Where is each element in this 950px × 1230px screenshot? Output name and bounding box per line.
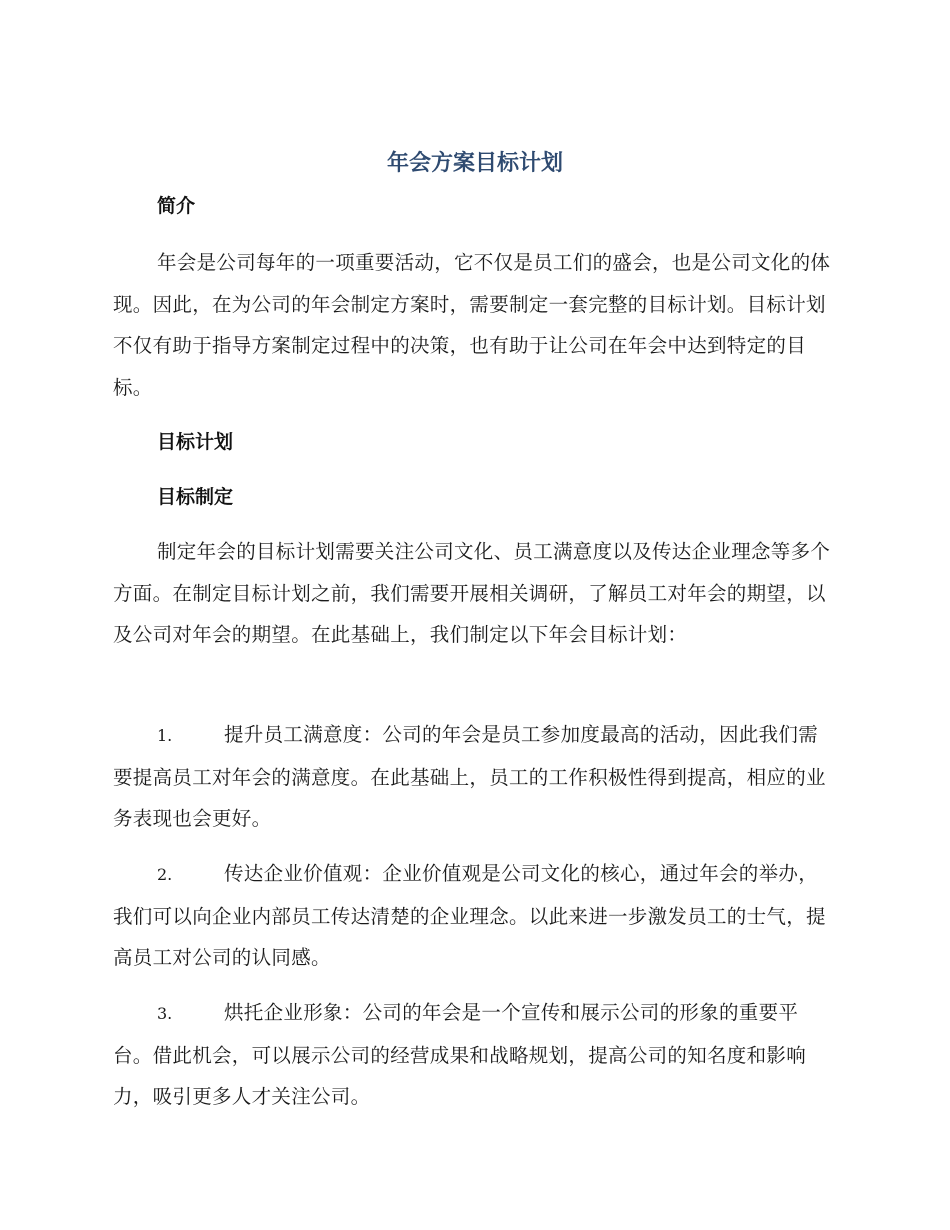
goal-item-2 — [113, 853, 831, 979]
goal-item-3 — [113, 992, 831, 1118]
setting-heading: 目标制定 — [157, 486, 234, 508]
intro-paragraph: 年会是公司每年的一项重要活动，它不仅是员工们的盛会，也是公司文化的体现。因此，在为公司的年会制定方案时，需要制定一套完整的目标计划。目标计划不仅有助于指导方案制定过程中的决策，也有助于让公司在年会中达到特定的目标。 — [113, 251, 831, 399]
plan-heading: 目标计划 — [157, 431, 234, 453]
goal-item-number: 3. — [157, 1004, 173, 1023]
goal-item-number: 1. — [157, 726, 173, 745]
goal-item-1 — [113, 714, 831, 840]
setting-paragraph: 制定年会的目标计划需要关注公司文化、员工满意度以及传达企业理念等多个方面。在制定目标计划之前，我们需要开展相关调研，了解员工对年会的期望，以及公司对年会的期望。在此基础上，我们制定以下年会目标计划： — [113, 540, 831, 646]
goal-item-text: 传达企业价值观：企业价值观是公司文化的核心，通过年会的举办，我们可以向企业内部员工传达清楚的企业理念。以此来进一步激发员工的士气，提高员工对公司的认同感。 — [113, 862, 826, 969]
document-title: 年会方案目标计划 — [386, 151, 563, 176]
goal-item-text: 烘托企业形象：公司的年会是一个宣传和展示公司的形象的重要平台。借此机会，可以展示公司的经营成果和战略规划，提高公司的知名度和影响力，吸引更多人才关注公司。 — [113, 1001, 807, 1108]
intro-heading: 简介 — [157, 195, 196, 217]
goal-item-text: 提升员工满意度：公司的年会是员工参加度最高的活动，因此我们需要提高员工对年会的满意度。在此基础上，员工的工作积极性得到提高，相应的业务表现也会更好。 — [113, 723, 826, 830]
goal-item-number: 2. — [157, 865, 173, 884]
